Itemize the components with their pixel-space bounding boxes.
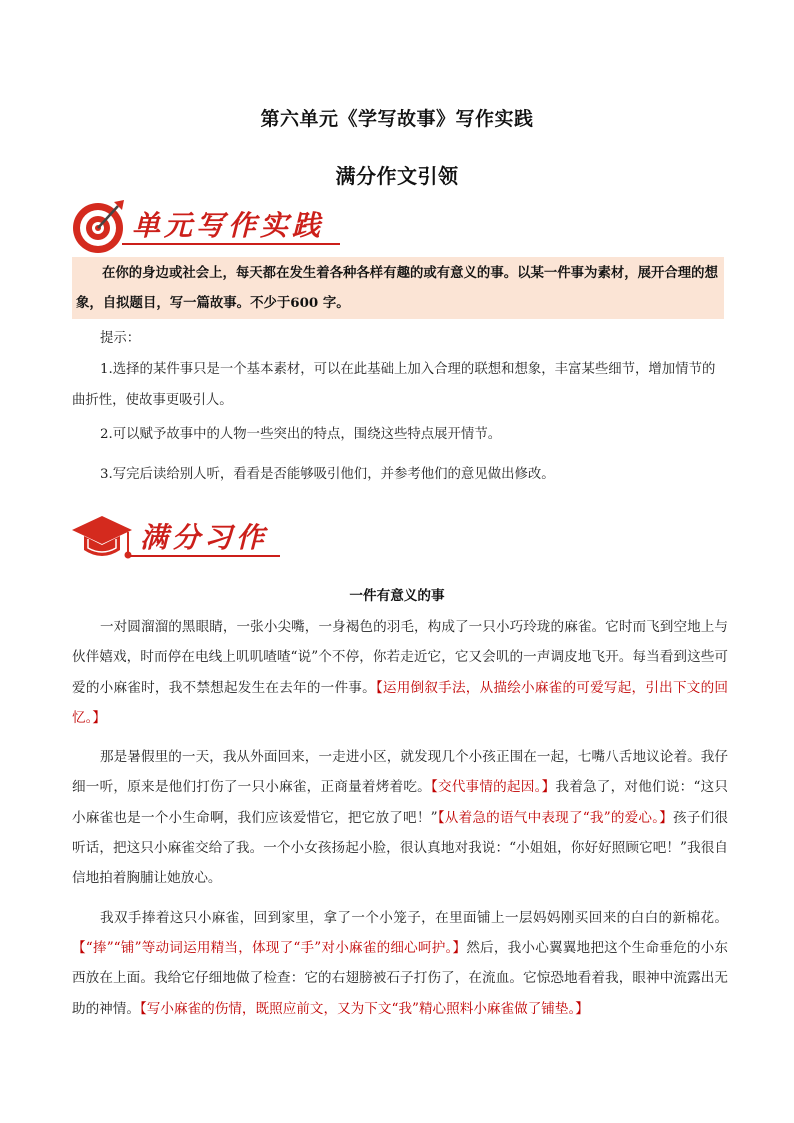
unit-writing-banner bbox=[70, 196, 340, 256]
hints-section bbox=[72, 323, 724, 490]
page-subtitle: 满分作文引领 bbox=[335, 164, 459, 188]
essay-text: 然后，我小心翼翼地把这个生命垂危的小东西放在上面。我给它仔细地做了检查：它的右翅膀被石子打伤了，在流血。它惊恐地看着我，眼神中流露出无助的神情。 bbox=[72, 939, 728, 1017]
annotation: 【运用倒叙手法，从描绘小麻雀的可爱写起，引出下文的回忆。】 bbox=[72, 679, 729, 726]
annotation: 【交代事情的起因。】 bbox=[430, 779, 556, 796]
essay-paragraph bbox=[72, 612, 728, 733]
annotation: 【“捧”“铺”等动词运用精当，体现了“手”对小麻雀的细心呵护。】 bbox=[72, 939, 467, 956]
full-score-banner bbox=[70, 508, 290, 568]
banner-underline bbox=[130, 555, 280, 557]
task-text: 在你的身边或社会上，每天都在发生着各种各样有趣的或有意义的事。以某一件事为素材，展开合理的想象，自拟题目，写一篇故事。不少于600 字。 bbox=[76, 265, 718, 311]
essay-text: 那是暑假里的一天，我从外面回来，一走进小区，就发现几个小孩正围在一起，七嘴八舌地议论着。我仔细一听，原来是他们打伤了一只小麻雀，正商量着烤着吃。 bbox=[72, 749, 728, 796]
page-title: 第六单元《学写故事》写作实践 bbox=[260, 108, 534, 130]
banner-underline bbox=[122, 243, 340, 245]
hints-heading: 提示： bbox=[100, 331, 141, 346]
essay-paragraph bbox=[72, 903, 728, 1024]
essay-text: 一对圆溜溜的黑眼睛，一张小尖嘴，一身褐色的羽毛，构成了一只小巧玲珑的麻雀。它时而飞到空地上与伙伴嬉戏，时而停在电线上叽叽喳喳“说”个不停，你若走近它，它又会叽的一声调皮地飞开。每当看到这些可爱的小麻雀时，我不禁想起发生在去年的一件事。 bbox=[72, 619, 728, 696]
unit-writing-label: 单元写作实践 bbox=[132, 209, 325, 242]
essay-text: 孩子们很听话，把这只小麻雀交给了我。一个小女孩扬起小脸，很认真地对我说：“小姐姐，你好好照顾它吧！”我很自信地拍着胸脯让她放心。 bbox=[72, 809, 728, 887]
full-score-label: 满分习作 bbox=[140, 521, 269, 554]
task-box bbox=[72, 257, 724, 319]
target-icon bbox=[70, 196, 130, 256]
annotation: 【从着急的语气中表现了“我”的爱心。】 bbox=[437, 809, 674, 826]
graduation-cap-icon bbox=[70, 508, 134, 568]
essay-text: 我双手捧着这只小麻雀，回到家里，拿了一个小笼子，在里面铺上一层妈妈刚买回来的白白的新棉花。 bbox=[100, 909, 728, 926]
annotation: 【写小麻雀的伤情，既照应前文，又为下文“我”精心照料小麻雀做了铺垫。】 bbox=[139, 1000, 589, 1017]
essay-paragraph bbox=[72, 742, 728, 893]
essay-title: 一件有意义的事 bbox=[349, 588, 445, 604]
hint-item: 2.可以赋予故事中的人物一些突出的特点，围绕这些特点展开情节。 bbox=[100, 427, 502, 442]
hint-item: 1.选择的某件事只是一个基本素材，可以在此基础上加入合理的联想和想象，丰富某些细节，增加情节的曲折性，使故事更吸引人。 bbox=[72, 362, 716, 408]
hint-item: 3.写完后读给别人听，看看是否能够吸引他们，并参考他们的意见做出修改。 bbox=[100, 467, 555, 482]
essay-text: 我着急了，对他们说：“这只小麻雀也是一个小生命啊，我们应该爱惜它，把它放了吧！” bbox=[72, 779, 728, 826]
essay-body bbox=[72, 612, 728, 1024]
